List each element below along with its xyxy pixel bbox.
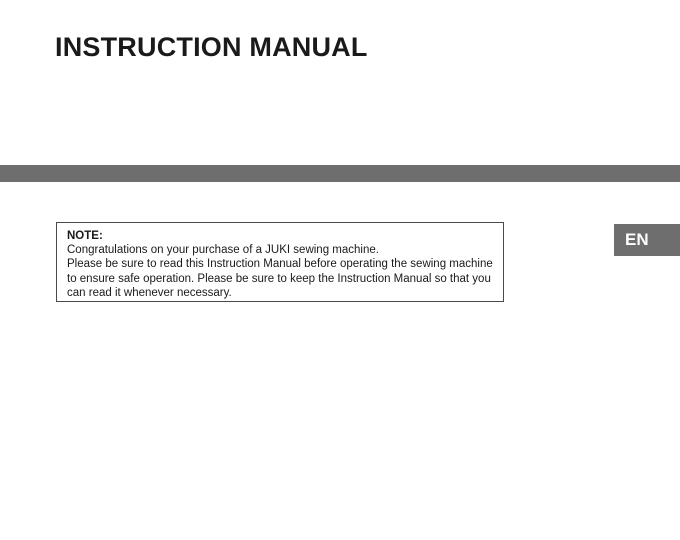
language-tab-en: EN bbox=[614, 224, 680, 256]
note-heading: NOTE: bbox=[67, 230, 103, 242]
header-band bbox=[0, 165, 680, 182]
note-line-4: can read it whenever necessary. bbox=[67, 286, 232, 299]
note-line-3: to ensure safe operation. Please be sure to keep the Instruction Manual so that you bbox=[67, 272, 491, 285]
note-box bbox=[56, 222, 504, 302]
page-title: INSTRUCTION MANUAL bbox=[55, 32, 368, 62]
note-line-2: Please be sure to read this Instruction Manual before operating the sewing machine bbox=[67, 258, 493, 271]
note-line-1: Congratulations on your purchase of a JUKI sewing machine. bbox=[67, 244, 379, 257]
